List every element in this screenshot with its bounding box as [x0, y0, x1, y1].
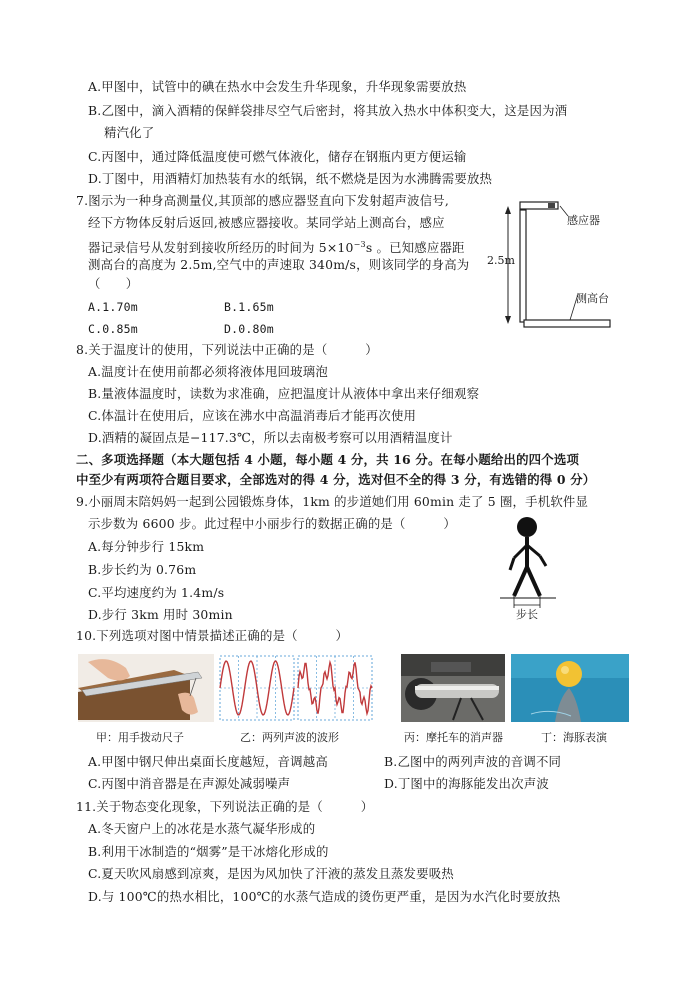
- q9-option-b: B.步长约为 0.76m: [88, 562, 197, 577]
- q11-option-a: A.冬天窗户上的冰花是水蒸气凝华形成的: [88, 821, 316, 836]
- q7-option-d: D.0.80m: [224, 322, 274, 336]
- q9-option-a: A.每分钟步行 15km: [88, 539, 205, 554]
- q10-option-b: B.乙图中的两列声波的音调不同: [384, 754, 562, 769]
- section2-line2: 中至少有两项符合题目要求，全部选对的得 4 分，选对但不全的得 3 分，有选错的得 0 分）: [76, 472, 596, 487]
- q11-option-b: B.利用干冰制造的“烟雾”是干冰熔化形成的: [88, 844, 329, 859]
- q8-option-d: D.酒精的凝固点是−117.3℃，所以去南极考察可以用酒精温度计: [88, 430, 453, 445]
- q7-option-c: C.0.85m: [88, 322, 138, 336]
- q10-option-c: C.丙图中消音器是在声源处减弱噪声: [88, 776, 291, 791]
- q7-line4: 测高台的高度为 2.5m,空气中的声速取 340m/s，则该同学的身高为: [88, 257, 470, 272]
- q7-line3: 器记录信号从发射到接收所经历的时间为 $5\times 10^{-3}s$ 。已知感应器距: [88, 240, 465, 256]
- q10-option-a: A.甲图中钢尺伸出桌面长度越短，音调越高: [88, 754, 328, 769]
- q11-stem: 11.关于物态变化现象，下列说法正确的是（ ）: [76, 799, 374, 814]
- q8-option-c: C.体温计在使用后，应该在沸水中高温消毒后才能再次使用: [88, 408, 417, 423]
- q6-option-c: C.丙图中，通过降低温度使可燃气体液化，储存在钢瓶内更方便运输: [88, 149, 467, 164]
- q7-line1: 7.图示为一种身高测量仪,其顶部的感应器竖直向下发射超声波信号,: [76, 193, 450, 208]
- height-meter-figure: [496, 196, 636, 331]
- q6-option-b-line2: 精汽化了: [104, 125, 155, 140]
- q8-option-a: A.温度计在使用前都必须将液体甩回玻璃泡: [88, 364, 328, 379]
- q6-option-d: D.丁图中，用酒精灯加热装有水的纸锅，纸不燃烧是因为水沸腾需要放热: [88, 171, 493, 186]
- q11-option-c: C.夏天吹风扇感到凉爽，是因为风加快了汗液的蒸发且蒸发要吸热: [88, 866, 454, 881]
- q10-stem: 10.下列选项对图中情景描述正确的是（ ）: [76, 628, 349, 643]
- q10-option-d: D.丁图中的海豚能发出次声波: [384, 776, 549, 791]
- figure-ding-dolphin: [511, 654, 629, 722]
- q7-line5: （ ）: [88, 276, 139, 291]
- q8-option-b: B.量液体温度时，读数为求准确，应把温度计从液体中拿出来仔细观察: [88, 386, 480, 401]
- q6-option-a: A.甲图中，试管中的碘在热水中会发生升华现象，升华现象需要放热: [88, 79, 467, 94]
- q7-line2: 经下方物体反射后返回,被感应器接收。某同学站上测高台，感应: [88, 215, 445, 230]
- label-step-length: 步长: [516, 608, 538, 621]
- q8-stem: 8.关于温度计的使用，下列说法中正确的是（ ）: [76, 342, 378, 357]
- label-height: 2.5m: [487, 254, 515, 267]
- q9-line1: 9.小丽周末陪妈妈一起到公园锻炼身体，1km 的步道她们用 60min 走了 5 圈，手机软件显: [76, 494, 589, 509]
- figure-bing-muffler: [401, 654, 505, 722]
- walking-figure: [500, 512, 560, 622]
- q7-option-b: B.1.65m: [224, 300, 274, 314]
- caption-yi: 乙：两列声波的波形: [240, 731, 339, 744]
- caption-ding: 丁：海豚表演: [541, 731, 607, 744]
- figure-jia-ruler: [78, 654, 214, 722]
- q7-option-a: A.1.70m: [88, 300, 138, 314]
- label-platform: 测高台: [576, 292, 609, 305]
- q11-option-d: D.与 100℃的热水相比，100℃的水蒸气造成的烫伤更严重，是因为水汽化时要放热: [88, 889, 561, 904]
- section2-line1: 二、多项选择题（本大题包括 4 小题，每小题 4 分，共 16 分。在每小题给出的四个选项: [76, 452, 580, 467]
- q9-option-d: D.步行 3km 用时 30min: [88, 607, 233, 622]
- caption-jia: 甲：用手拨动尺子: [96, 731, 184, 744]
- q9-option-c: C.平均速度约为 1.4m/s: [88, 585, 225, 600]
- q6-option-b-line1: B.乙图中，滴入酒精的保鲜袋排尽空气后密封，将其放入热水中体积变大，这是因为酒: [88, 103, 568, 118]
- figure-yi-waves: [218, 654, 374, 722]
- label-sensor: 感应器: [567, 214, 600, 227]
- caption-bing: 丙：摩托车的消声器: [404, 731, 503, 744]
- q9-line2: 示步数为 6600 步。此过程中小丽步行的数据正确的是（ ）: [88, 516, 456, 531]
